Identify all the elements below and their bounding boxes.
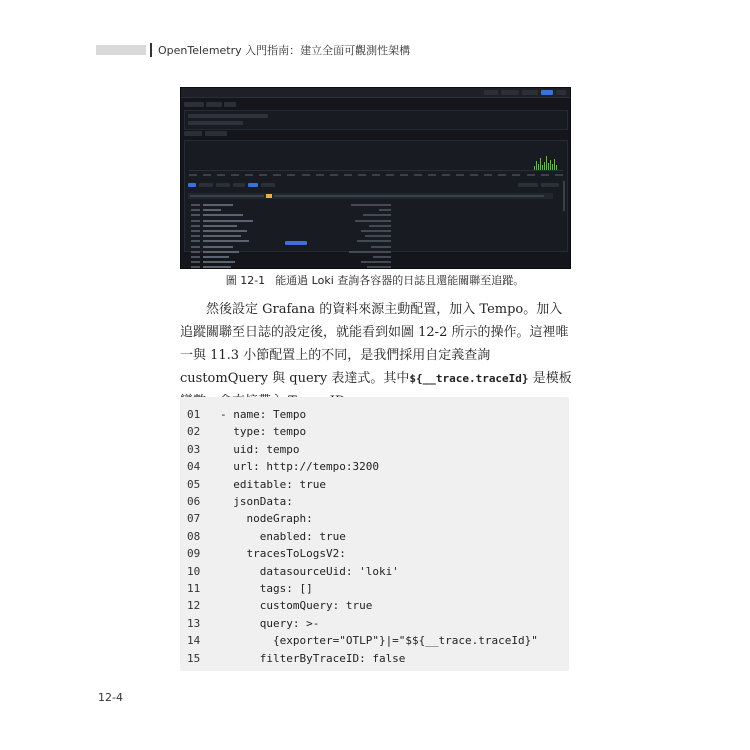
code-line — [180, 458, 379, 475]
code-text: filterByTraceID: false — [220, 651, 406, 665]
line-number: 09 — [187, 547, 201, 561]
code-text: nodeGraph: — [220, 512, 313, 526]
code-line — [180, 493, 293, 510]
code-text: enabled: true — [220, 529, 346, 543]
header-decoration-bar — [96, 45, 146, 55]
code-line — [180, 441, 299, 458]
body-text-part2: 是模板 — [532, 371, 572, 386]
code-text: jsonData: — [220, 495, 293, 508]
page-number: 12-4 — [98, 691, 123, 704]
line-number: 10 — [187, 564, 201, 578]
figure-number: 圖 12-1 — [225, 274, 266, 287]
code-text: {exporter="OTLP"}|="$${__trace.traceId}" — [220, 634, 538, 648]
code-text: datasourceUid: 'loki' — [220, 564, 399, 578]
grafana-query-actions — [184, 131, 227, 136]
body-text-part1: 然後設定 Grafana 的資料來源主動配置，加入 Tempo。加入追蹤關聯至日誌的設定後，就能看到如圖 12-2 所示的操作。這裡唯一與 11.3 小節配置上的不同，是我們採用自定義查詢 customQuery 與 query 表達式。其中 — [180, 302, 569, 386]
code-line — [180, 615, 319, 632]
grafana-screenshot-figure — [180, 87, 571, 269]
line-number: 01 — [187, 408, 201, 421]
code-text: editable: true — [220, 477, 326, 491]
inline-code-trace-id: ${__trace.traceId} — [409, 372, 529, 385]
code-text: tracesToLogsV2: — [220, 547, 346, 561]
body-paragraph — [180, 298, 575, 413]
selected-log-line — [188, 193, 553, 199]
code-line — [180, 510, 313, 527]
code-text: customQuery: true — [220, 599, 373, 613]
line-number: 14 — [187, 634, 201, 648]
line-number: 06 — [187, 495, 201, 508]
code-line — [180, 476, 326, 493]
logs-volume-histogram — [189, 151, 563, 171]
code-text: query: >- — [220, 616, 320, 630]
code-text: uid: tempo — [220, 442, 300, 456]
figure-caption-text: 能通過 Loki 查詢各容器的日誌且還能關聯至追蹤。 — [275, 274, 525, 287]
code-line — [180, 406, 306, 423]
code-line — [180, 423, 306, 440]
code-line — [180, 632, 538, 649]
line-number: 03 — [187, 442, 201, 456]
panel-scrollbar — [563, 181, 565, 211]
line-number: 05 — [187, 477, 201, 491]
trace-link-button — [285, 241, 307, 245]
line-number: 07 — [187, 512, 201, 526]
book-title: OpenTelemetry 入門指南：建立全面可觀測性架構 — [158, 44, 411, 57]
code-line — [180, 580, 313, 597]
code-line — [180, 650, 405, 667]
code-text: url: http://tempo:3200 — [220, 460, 379, 474]
line-number: 15 — [187, 651, 201, 665]
code-text: tags: [] — [220, 582, 313, 595]
code-line — [180, 528, 346, 545]
code-text: - name: Tempo — [220, 408, 307, 421]
line-number: 04 — [187, 460, 201, 474]
line-number: 13 — [187, 616, 201, 630]
grafana-query-editor — [184, 110, 568, 130]
running-header — [96, 42, 656, 58]
log-fields-list — [191, 203, 391, 269]
grafana-toolbar — [184, 102, 236, 107]
line-number: 02 — [187, 425, 201, 439]
line-number: 12 — [187, 599, 201, 613]
figure-caption — [0, 272, 750, 288]
line-number: 08 — [187, 529, 201, 543]
code-text: type: tempo — [220, 425, 307, 439]
code-line — [180, 563, 399, 580]
header-separator — [150, 43, 152, 57]
logs-options-bar — [188, 183, 564, 189]
code-block — [180, 397, 569, 671]
line-number: 11 — [187, 582, 201, 595]
code-line — [180, 545, 346, 562]
code-line — [180, 597, 372, 614]
grafana-logs-panel — [184, 140, 568, 252]
grafana-topbar — [181, 88, 570, 98]
